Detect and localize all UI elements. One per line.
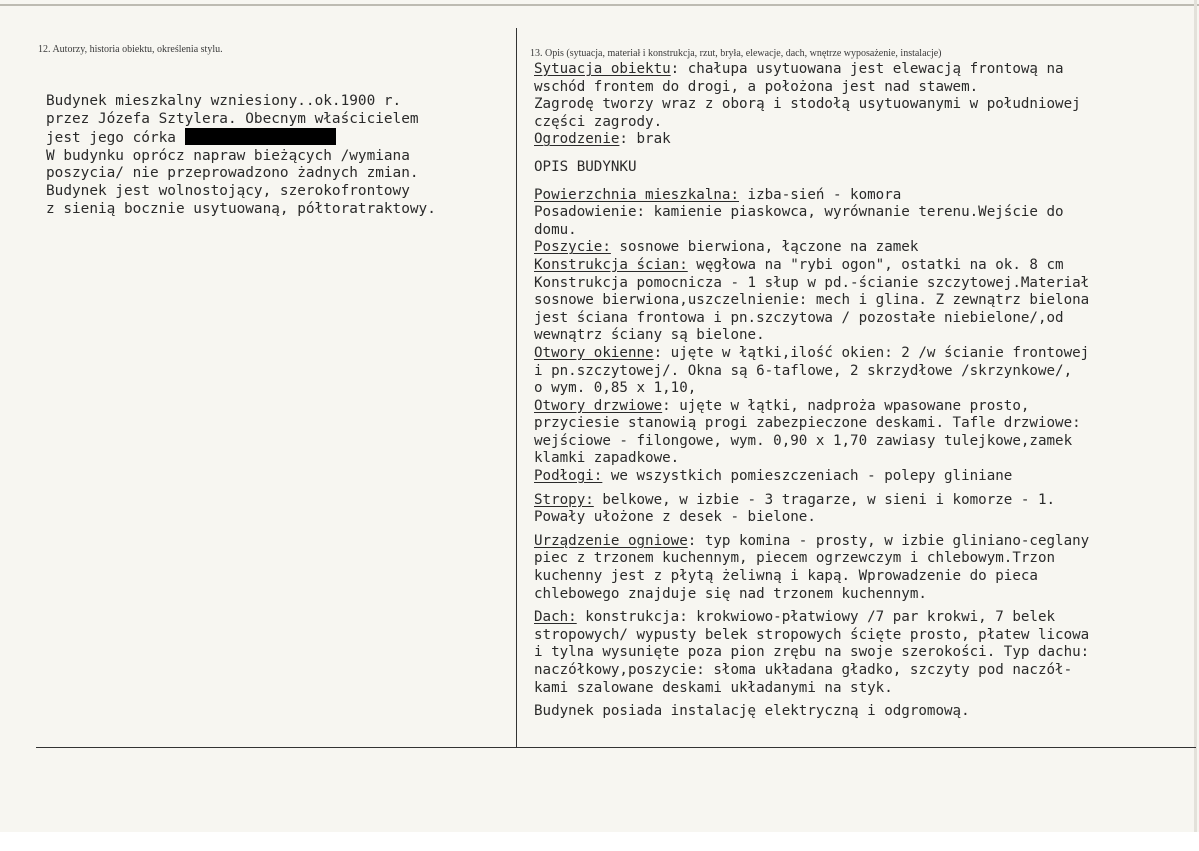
text-segment: : ujęte w łątki,ilość okien: 2 /w ścianie frontowej [653, 344, 1090, 361]
section-label: Sytuacja obiektu [534, 61, 671, 77]
text-line: domu. [534, 221, 577, 238]
text-segment: węgłowa na "rybi ogon", ostatki na ok. 8 cm [687, 256, 1064, 273]
text-line: Konstrukcja pomocnicza - 1 słup w pd.-ścianie szczytowej.Materiał [534, 274, 1090, 291]
text-line: jest ściana frontowa i pn.szczytowa / pozostałe niebielone/,od [534, 309, 1064, 326]
section-heading: OPIS BUDYNKU [534, 158, 637, 175]
text-line [534, 131, 1198, 149]
text-line: Powały ułożone z desek - bielone. [534, 509, 816, 526]
text-line: Zagrodę tworzy wraz z oborą i stodołą usytuowanymi w południowej [534, 96, 1081, 113]
section-12-header: 12. Autorzy, historia obiektu, określenia stylu. [38, 44, 223, 55]
text-line: poszycia/ nie przeprowadzono żadnych zmian. [46, 165, 419, 182]
text-line: przez Józefa Sztylera. Obecnym właścicielem [46, 110, 419, 127]
text-segment: : brak [619, 131, 671, 148]
text-line: części zagrody. [534, 113, 663, 130]
text-line: i tylna wysunięte poza pion zrębu na swoje szerokości. Typ dachu: [534, 644, 1090, 661]
text-line: z sienią bocznie usytuowaną, półtoratraktowy. [46, 200, 436, 217]
text-segment: : ujęte w łątki, nadproża wpasowane prosto, [662, 397, 1030, 414]
section-label: Powierzchnia mieszkalna: [534, 186, 739, 203]
text-segment: sosnowe bierwiona, łączone na zamek [610, 239, 919, 256]
bottom-margin [0, 832, 1199, 851]
text-segment: we wszystkich pomieszczeniach - polepy gliniane [602, 468, 1013, 485]
text-line [534, 345, 1198, 363]
section-label: Stropy: [534, 491, 594, 508]
text-segment: jest jego córka [46, 130, 185, 147]
text-line: kuchenny jest z płytą żeliwną i kapą. Wprowadzenie do pieca [534, 568, 1038, 585]
text-segment: belkowe, w izbie - 3 tragarze, w sieni i komorze - 1. [593, 491, 1056, 508]
section-label: Otwory okienne [534, 344, 654, 361]
text-line [534, 492, 1198, 510]
text-line: Budynek posiada instalację elektryczną i odgromową. [534, 703, 970, 720]
section-label: Otwory drzwiowe [534, 397, 663, 414]
section-label: Dach: [534, 609, 577, 626]
text-line: naczółkowy,poszycie: słoma układana gładko, szczyty pod naczół- [534, 662, 1073, 678]
text-line [46, 128, 516, 148]
text-line [534, 609, 1198, 627]
column-divider [516, 28, 517, 748]
section-13-header: 13. Opis (sytuacja, materiał i konstrukcja, rzut, bryła, elewacje, dach, wnętrze wyposażenie, instalacje) [530, 48, 942, 59]
text-segment: konstrukcja: krokwiowo-płatwiowy /7 par krokwi, 7 belek [576, 609, 1056, 626]
bottom-rule [36, 747, 1196, 748]
text-line: Budynek jest wolnostojący, szerokofrontowy [46, 182, 410, 199]
text-line [534, 398, 1198, 416]
text-line: o wym. 0,85 x 1,10, [534, 380, 697, 397]
text-line [534, 187, 1198, 205]
text-line [534, 239, 1198, 257]
text-line [534, 257, 1198, 275]
text-line: Posadowienie: kamienie piaskowca, wyrównanie terenu.Wejście do [534, 204, 1064, 221]
text-line [534, 468, 1198, 486]
text-line: wejściowe - filongowe, wym. 0,90 x 1,70 zawiasy tulejkowe,zamek [534, 432, 1073, 449]
top-edge [0, 4, 1199, 6]
text-line: wewnątrz ściany są bielone. [534, 327, 765, 344]
text-line: wschód frontem do drogi, a położona jest nad stawem. [534, 78, 979, 95]
description-text [534, 61, 1198, 721]
text-segment: : chałupa usytuowana jest elewacją frontową na [670, 61, 1064, 77]
text-line: przyciesie stanowią progi zabezpieczone deskami. Tafle drzwiowe: [534, 415, 1081, 432]
section-label: Podłogi: [534, 468, 603, 485]
section-label: Poszycie: [534, 239, 611, 256]
section-label: Ogrodzenie [534, 131, 620, 148]
text-line [534, 61, 1198, 79]
text-line: stropowych/ wypusty belek stropowych ścięte prosto, płatew licowa [534, 626, 1090, 643]
section-label: Konstrukcja ścian: [534, 256, 688, 273]
authors-history-text [46, 93, 516, 218]
redaction-bar [185, 128, 336, 145]
text-line [534, 533, 1198, 551]
text-line: piec z trzonem kuchennym, piecem ogrzewczym i chlebowym.Trzon [534, 550, 1056, 567]
text-segment: : typ komina - prosty, w izbie gliniano-ceglany [687, 532, 1090, 549]
text-line: chlebowego znajduje się nad trzonem kuchennym. [534, 585, 927, 602]
text-line: W budynku oprócz napraw bieżących /wymiana [46, 147, 410, 164]
text-line: klamki zapadkowe. [534, 450, 680, 467]
text-segment: izba-sień - komora [739, 186, 902, 203]
text-line: sosnowe bierwiona,uszczelnienie: mech i glina. Z zewnątrz bielona [534, 292, 1090, 309]
section-label: Urządzenie ogniowe [534, 532, 688, 549]
text-line: kami szalowane deskami układanymi na styk. [534, 679, 893, 696]
text-line: Budynek mieszkalny wzniesiony..ok.1900 r. [46, 93, 402, 109]
text-line: i pn.szczytowej/. Okna są 6-taflowe, 2 skrzydłowe /skrzynkowe/, [534, 362, 1073, 379]
